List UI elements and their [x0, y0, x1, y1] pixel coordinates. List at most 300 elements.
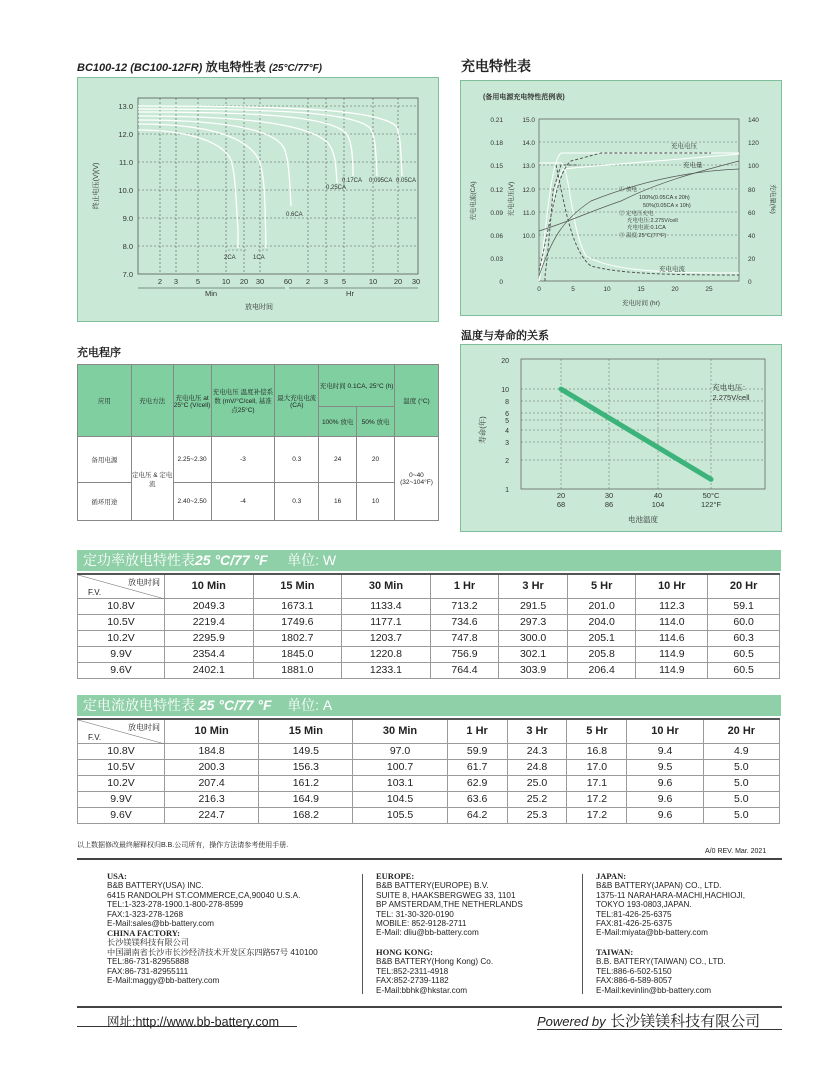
- contact-line: B.B. BATTERY(TAIWAN) CO., LTD.: [596, 957, 726, 967]
- value-cell: 1802.7: [253, 630, 342, 646]
- value-cell: 1133.4: [342, 598, 431, 614]
- contact-line: TEL:81-426-25-6375: [596, 909, 672, 919]
- contact-line[interactable]: E-Mail:miyata@bb-battery.com: [596, 928, 708, 938]
- y-tick: 8.0: [122, 242, 133, 251]
- amount-tick: 20: [748, 256, 756, 263]
- life-axis-label: 寿命(年): [478, 416, 487, 444]
- table-row: [78, 598, 780, 614]
- th-method: 充电方法: [131, 365, 173, 437]
- temp-c-tick: 50°C: [702, 491, 720, 500]
- th-50: 50% 放电: [357, 407, 395, 437]
- contact-line: B&B BATTERY(USA) INC.: [107, 881, 204, 891]
- temp-f-tick: 122°F: [700, 500, 722, 509]
- value-cell: 9.5: [627, 759, 703, 775]
- power-band-unit: 单位: W: [287, 552, 337, 568]
- value-cell: 5.0: [703, 807, 779, 823]
- value-cell: 756.9: [430, 646, 499, 662]
- value-cell: 61.7: [447, 759, 507, 775]
- fv-cell: 9.9V: [78, 791, 165, 807]
- voltage-tick: 12.0: [522, 187, 535, 194]
- contact-line: TEL:886-6-502-5150: [596, 966, 672, 976]
- contact-heading: EUROPE:: [376, 871, 415, 881]
- contact-line: SUITE 8, HAAKSBERGWEG 33, 1101: [376, 890, 516, 900]
- powered-by-label: Powered by: [537, 1014, 606, 1029]
- col-header: 10 Hr: [627, 719, 703, 743]
- row-comp: -3: [211, 437, 275, 483]
- th-voltage: 充电电压 at 25°C (V/cell): [173, 365, 211, 437]
- value-cell: 25.0: [507, 775, 567, 791]
- life-tick: 10: [501, 387, 509, 394]
- life-tick: 5: [505, 418, 509, 425]
- charge-chart-svg: [461, 81, 783, 317]
- fv-cell: 9.6V: [78, 662, 165, 678]
- contact-line: 1375-11 NARAHARA-MACHI,HACHIOJI,: [596, 890, 746, 900]
- charge-chart-title: 充电特性表: [461, 58, 531, 74]
- fv-cell: 10.8V: [78, 598, 165, 614]
- value-cell: 713.2: [430, 598, 499, 614]
- value-cell: 1845.0: [253, 646, 342, 662]
- current-tick: 0.21: [490, 117, 503, 124]
- value-cell: 1673.1: [253, 598, 342, 614]
- value-cell: 97.0: [353, 743, 447, 759]
- value-cell: 64.2: [447, 807, 507, 823]
- col-header: 3 Hr: [507, 719, 567, 743]
- current-table: [77, 718, 780, 824]
- col-header: 10 Hr: [636, 574, 708, 598]
- current-diag-bottom: F.V.: [88, 732, 102, 742]
- discharge-chart-title: [77, 58, 322, 76]
- value-cell: 161.2: [259, 775, 353, 791]
- contact-line[interactable]: E-Mail:maggy@bb-battery.com: [107, 976, 220, 986]
- voltage-tick: 15.0: [522, 117, 535, 124]
- value-cell: 25.2: [507, 791, 567, 807]
- col-header: 15 Min: [253, 574, 342, 598]
- th-max-current: 最大充电电流 (CA): [275, 365, 319, 437]
- contact-line: FAX:81-426-25-6375: [596, 919, 673, 929]
- curve-label-0.05ca: 0.05CA: [396, 178, 417, 184]
- curve-label-1ca: 1CA: [253, 255, 265, 261]
- th-time: 充电时间 0.1CA, 25°C (h): [319, 365, 395, 407]
- y-tick: 11.0: [118, 158, 133, 167]
- time-tick: 15: [637, 286, 645, 293]
- value-cell: 764.4: [430, 662, 499, 678]
- discharge-title-temp: (25°C/77°F): [269, 63, 323, 74]
- value-cell: 60.3: [708, 630, 780, 646]
- current-curve-label: 充电电流: [659, 266, 685, 273]
- fv-cell: 10.5V: [78, 759, 165, 775]
- life-tick: 1: [505, 487, 509, 494]
- charge-program-title: 充电程序: [77, 347, 121, 359]
- table-row: [78, 807, 780, 823]
- value-cell: 9.6: [627, 807, 703, 823]
- voltage-curve-label: 充电电压: [671, 143, 697, 150]
- x-tick: 30: [255, 277, 265, 286]
- col-header: 3 Hr: [499, 574, 568, 598]
- value-cell: 60.5: [708, 662, 780, 678]
- current-band-unit: 单位: A: [287, 697, 333, 713]
- temp-f-tick: 68: [556, 500, 566, 509]
- value-cell: 62.9: [447, 775, 507, 791]
- row-temp: 0~40 (32~104°F): [394, 437, 438, 521]
- amount-tick: 100: [748, 163, 759, 170]
- amount-tick: 120: [748, 140, 759, 147]
- contact-line[interactable]: E-Mail:sales@bb-battery.com: [107, 919, 214, 929]
- value-cell: 9.6: [627, 791, 703, 807]
- time-tick: 20: [671, 286, 679, 293]
- discharge-title-cn: 放电特性表: [202, 60, 269, 74]
- value-cell: 2354.4: [165, 646, 254, 662]
- y-tick: 7.0: [122, 270, 133, 279]
- power-table-band: [77, 550, 781, 571]
- col-header: 5 Hr: [567, 719, 627, 743]
- col-header: 10 Min: [165, 574, 254, 598]
- discharge-y-label: 终止电压(V)(V): [93, 162, 100, 210]
- value-cell: 291.5: [499, 598, 568, 614]
- power-band-title: 定功率放电特性表: [83, 552, 195, 568]
- voltage-tick: 10.0: [522, 233, 535, 240]
- fv-cell: 10.2V: [78, 775, 165, 791]
- model-name: BC100-12 (BC100-12FR): [77, 62, 203, 74]
- powered-by: [537, 1010, 760, 1031]
- amount-tick: 140: [748, 117, 759, 124]
- power-table: [77, 573, 780, 679]
- value-cell: 59.9: [447, 743, 507, 759]
- contact-china: [107, 929, 318, 985]
- value-cell: 224.7: [165, 807, 259, 823]
- time-tick: 5: [571, 286, 575, 293]
- legend-line: 100%(0.05CA x 20h): [639, 195, 690, 201]
- amount-tick: 40: [748, 233, 756, 240]
- value-cell: 17.1: [567, 775, 627, 791]
- row-voltage: 2.40~2.50: [173, 483, 211, 521]
- discharge-x-label: 放电时间: [245, 304, 273, 311]
- row-t50: 10: [357, 483, 395, 521]
- contact-line: TEL: 31-30-320-0190: [376, 909, 454, 919]
- contact-taiwan: [596, 948, 726, 995]
- value-cell: 747.8: [430, 630, 499, 646]
- value-cell: 112.3: [636, 598, 708, 614]
- curve-label-0.25ca: 0.25CA: [326, 185, 347, 191]
- legend-line: ③ 温度:25°C(77°F): [619, 233, 667, 239]
- current-diag-cell: [78, 719, 165, 743]
- amount-tick: 60: [748, 210, 756, 217]
- temp-c-tick: 30: [604, 491, 614, 500]
- charge-chart: [460, 80, 782, 316]
- value-cell: 2049.3: [165, 598, 254, 614]
- row-t100: 24: [319, 437, 357, 483]
- current-tick: 0.12: [490, 187, 503, 194]
- x-hr-label: Hr: [346, 289, 354, 298]
- x-tick: 20: [239, 277, 249, 286]
- row-t100: 16: [319, 483, 357, 521]
- amount-curve-label: 充电量: [683, 162, 703, 169]
- value-cell: 17.2: [567, 807, 627, 823]
- amount-tick: 0: [748, 279, 752, 286]
- col-header: 1 Hr: [447, 719, 507, 743]
- table-row: [78, 662, 780, 678]
- value-cell: 164.9: [259, 791, 353, 807]
- current-band-temp: 25 °C/77 °F: [198, 697, 272, 713]
- amount-axis-label: 充电量(%): [769, 184, 776, 214]
- row-comp: -4: [211, 483, 275, 521]
- row-voltage: 2.25~2.30: [173, 437, 211, 483]
- value-cell: 1233.1: [342, 662, 431, 678]
- contact-line: TEL:852-2311-4918: [376, 966, 449, 976]
- current-diag-top: 放电时间: [128, 723, 160, 732]
- x-tick: 2: [157, 277, 163, 286]
- row-app: 循环用途: [78, 483, 132, 521]
- contact-heading: TAIWAN:: [596, 947, 634, 957]
- life-tick: 4: [505, 428, 509, 435]
- voltage-tick: 13.0: [522, 163, 535, 170]
- fv-cell: 10.8V: [78, 743, 165, 759]
- x-tick: 2: [305, 277, 311, 286]
- temp-life-svg: [461, 345, 783, 533]
- value-cell: 1220.8: [342, 646, 431, 662]
- contact-line: 6415 RANDOLPH ST.COMMERCE,CA,90040 U.S.A.: [107, 890, 301, 900]
- life-tick: 8: [505, 399, 509, 406]
- temp-f-tick: 86: [604, 500, 614, 509]
- col-header: 5 Hr: [567, 574, 636, 598]
- value-cell: 201.0: [567, 598, 636, 614]
- contact-heading: JAPAN:: [596, 871, 627, 881]
- current-tick: 0.09: [490, 210, 503, 217]
- contact-line[interactable]: E-Mail: dliu@bb-battery.com: [376, 928, 479, 938]
- voltage-tick: 14.0: [522, 140, 535, 147]
- contact-line: TOKYO 193-0803,JAPAN.: [596, 900, 692, 910]
- life-series: [561, 389, 711, 479]
- value-cell: 2295.9: [165, 630, 254, 646]
- legend-line: 50%(0.05CA x 10h): [643, 203, 691, 209]
- value-cell: 205.1: [567, 630, 636, 646]
- x-tick: 10: [368, 277, 378, 286]
- contact-line: FAX:1-323-278-1268: [107, 909, 184, 919]
- table-row: [78, 646, 780, 662]
- fv-cell: 10.2V: [78, 630, 165, 646]
- contact-europe: [376, 872, 523, 938]
- table-row: [78, 791, 780, 807]
- power-band-temp: 25 °C/77 °F: [195, 552, 268, 568]
- revision: A/0 REV. Mar. 2021: [705, 848, 767, 855]
- value-cell: 104.5: [353, 791, 447, 807]
- table-row: [78, 775, 780, 791]
- value-cell: 4.9: [703, 743, 779, 759]
- value-cell: 1881.0: [253, 662, 342, 678]
- value-cell: 59.1: [708, 598, 780, 614]
- row-t50: 20: [357, 437, 395, 483]
- value-cell: 216.3: [165, 791, 259, 807]
- value-cell: 9.4: [627, 743, 703, 759]
- power-diag-cell: [78, 574, 165, 598]
- legend-line: ② 定电压充电: [619, 211, 654, 217]
- contact-heading: USA:: [107, 871, 127, 881]
- value-cell: 114.9: [636, 662, 708, 678]
- value-cell: 303.9: [499, 662, 568, 678]
- legend-line: 充电电压:2.275V/cell: [627, 218, 678, 224]
- time-tick: 25: [705, 286, 713, 293]
- value-cell: 114.0: [636, 614, 708, 630]
- contact-heading: HONG KONG:: [376, 947, 433, 957]
- value-cell: 25.3: [507, 807, 567, 823]
- value-cell: 156.3: [259, 759, 353, 775]
- value-cell: 105.5: [353, 807, 447, 823]
- value-cell: 184.8: [165, 743, 259, 759]
- table-row: [78, 630, 780, 646]
- value-cell: 297.3: [499, 614, 568, 630]
- th-temp: 温度 (°C): [394, 365, 438, 437]
- value-cell: 206.4: [567, 662, 636, 678]
- curve-label-0.17ca: 0.17CA: [342, 178, 363, 184]
- time-tick: 0: [537, 286, 541, 293]
- contact-line[interactable]: E-Mail:kevinlin@bb-battery.com: [596, 985, 712, 995]
- legend-line: ① 放电: [619, 187, 638, 193]
- voltage-axis-label: 充电电压(V): [508, 181, 515, 217]
- row-app: 备用电源: [78, 437, 132, 483]
- value-cell: 17.2: [567, 791, 627, 807]
- life-tick: 3: [505, 440, 509, 447]
- charge-subtitle: (备用电源充电特性范例表): [483, 94, 565, 101]
- temp-axis-label: 电池温度: [628, 515, 658, 524]
- x-tick: 60: [283, 277, 293, 286]
- y-tick: 12.0: [118, 130, 133, 139]
- x-tick: 3: [173, 277, 179, 286]
- contact-line: B&B BATTERY(Hong Kong) Co.: [376, 957, 494, 967]
- col-header: 1 Hr: [430, 574, 499, 598]
- x-tick: 10: [221, 277, 231, 286]
- value-cell: 16.8: [567, 743, 627, 759]
- temp-life-chart: [460, 344, 782, 532]
- x-min-label: Min: [204, 289, 218, 298]
- value-cell: 24.8: [507, 759, 567, 775]
- contact-heading: CHINA FACTORY:: [107, 928, 180, 938]
- value-cell: 302.1: [499, 646, 568, 662]
- current-tick: 0.03: [490, 256, 503, 263]
- x-tick: 30: [411, 277, 421, 286]
- value-cell: 168.2: [259, 807, 353, 823]
- temp-c-tick: 40: [653, 491, 663, 500]
- value-cell: 114.6: [636, 630, 708, 646]
- value-cell: 1749.6: [253, 614, 342, 630]
- legend-line: 充电电流:0.1CA: [627, 225, 666, 231]
- temp-life-note-1: 充电电压：: [712, 383, 750, 392]
- fv-cell: 10.5V: [78, 614, 165, 630]
- temp-f-tick: 104: [651, 500, 665, 509]
- value-cell: 205.8: [567, 646, 636, 662]
- temp-life-title: 温度与寿命的关系: [461, 330, 549, 342]
- value-cell: 24.3: [507, 743, 567, 759]
- col-header: 30 Min: [342, 574, 431, 598]
- amount-tick: 80: [748, 187, 756, 194]
- discharge-chart: [77, 77, 439, 322]
- value-cell: 114.9: [636, 646, 708, 662]
- y-tick: 13.0: [118, 102, 133, 111]
- charge-x-label: 充电时间 (hr): [622, 300, 660, 307]
- contact-usa: [107, 872, 300, 928]
- life-tick: 20: [501, 358, 509, 365]
- current-axis-label: 充电电流(CA): [470, 181, 477, 221]
- power-diag-bottom: F.V.: [88, 587, 102, 597]
- website-link[interactable]: 网址:http://www.bb-battery.com: [107, 1015, 280, 1029]
- disclaimer: 以上数据修改最终解释权归B.B.公司所有，操作方法请参考使用手册.: [77, 842, 289, 849]
- life-line: [561, 389, 711, 479]
- current-band-title: 定电流放电特性表: [83, 697, 195, 713]
- temp-c-tick: 20: [556, 491, 566, 500]
- contact-line: BP AMSTERDAM,THE NETHERLANDS: [376, 900, 523, 910]
- value-cell: 2219.4: [165, 614, 254, 630]
- value-cell: 200.3: [165, 759, 259, 775]
- value-cell: 300.0: [499, 630, 568, 646]
- value-cell: 5.0: [703, 791, 779, 807]
- curve-label-0.6ca: 0.6CA: [286, 212, 303, 218]
- life-tick: 2: [505, 458, 509, 465]
- value-cell: 100.7: [353, 759, 447, 775]
- table-row: [78, 759, 780, 775]
- current-tick: 0.06: [490, 233, 503, 240]
- value-cell: 60.0: [708, 614, 780, 630]
- th-app: 应用: [78, 365, 132, 437]
- contact-line: FAX:852-2739-1182: [376, 976, 449, 986]
- discharge-chart-svg: [78, 78, 440, 323]
- contact-line: 长沙镁镁科技有限公司: [107, 938, 189, 948]
- current-tick: 0.15: [490, 163, 503, 170]
- current-tick: 0.18: [490, 140, 503, 147]
- value-cell: 103.1: [353, 775, 447, 791]
- th-100: 100% 放电: [319, 407, 357, 437]
- contact-line: B&B BATTERY(JAPAN) CO., LTD.: [596, 881, 722, 891]
- curve-label-0.095ca: 0.095CA: [369, 178, 393, 184]
- col-header: 10 Min: [165, 719, 259, 743]
- charge-program-table: [77, 364, 439, 521]
- current-table-band: [77, 695, 781, 716]
- x-tick: 5: [341, 277, 347, 286]
- value-cell: 5.0: [703, 775, 779, 791]
- table-row: [78, 614, 780, 630]
- col-header: 20 Hr: [703, 719, 779, 743]
- contact-line: B&B BATTERY(EUROPE) B.V.: [376, 881, 489, 891]
- x-tick: 20: [393, 277, 403, 286]
- y-tick: 10.0: [118, 186, 133, 195]
- time-tick: 10: [603, 286, 611, 293]
- col-header: 15 Min: [259, 719, 353, 743]
- contact-hongkong: [376, 948, 493, 995]
- value-cell: 9.6: [627, 775, 703, 791]
- row-method: 定电压 & 定电流: [131, 437, 173, 521]
- value-cell: 204.0: [567, 614, 636, 630]
- y-tick: 9.0: [122, 214, 133, 223]
- contact-line: TEL:86-731-82955888: [107, 957, 189, 967]
- life-tick: 6: [505, 411, 509, 418]
- power-diag-top: 放电时间: [128, 578, 160, 587]
- contact-line: FAX:886-6-589-8057: [596, 976, 673, 986]
- row-current: 0.3: [275, 483, 319, 521]
- contact-japan: [596, 872, 745, 938]
- curve-label-2ca: 2CA: [224, 255, 236, 261]
- current-tick: 0: [499, 279, 503, 286]
- value-cell: 734.6: [430, 614, 499, 630]
- value-cell: 5.0: [703, 759, 779, 775]
- value-cell: 1177.1: [342, 614, 431, 630]
- value-cell: 63.6: [447, 791, 507, 807]
- value-cell: 60.5: [708, 646, 780, 662]
- contact-line[interactable]: E-Mail:bbhk@hkstar.com: [376, 985, 468, 995]
- voltage-tick: 11.0: [522, 210, 535, 217]
- value-cell: 1203.7: [342, 630, 431, 646]
- x-tick: 3: [323, 277, 329, 286]
- fv-cell: 9.6V: [78, 807, 165, 823]
- fv-cell: 9.9V: [78, 646, 165, 662]
- contact-line: MOBILE: 852-9128-2711: [376, 919, 467, 929]
- col-header: 30 Min: [353, 719, 447, 743]
